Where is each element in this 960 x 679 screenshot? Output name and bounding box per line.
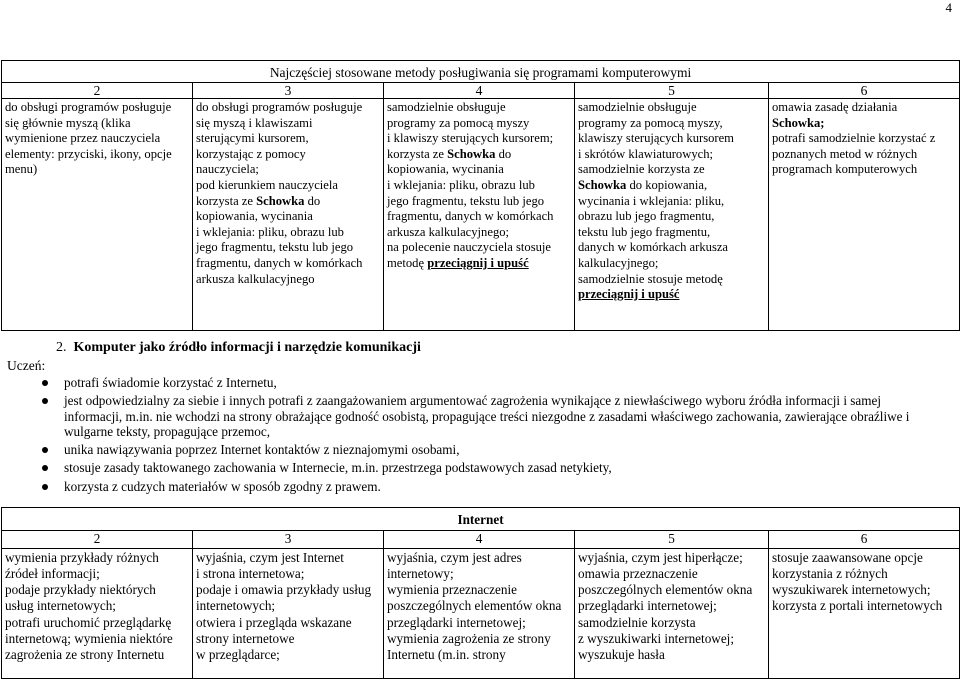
cell-line: strony internetowe	[196, 631, 295, 647]
cell-line: internetowych;	[196, 598, 276, 614]
cell-line: menu)	[5, 162, 38, 177]
cell-line: na polecenie nauczyciela stosuje	[387, 240, 551, 255]
internet-table	[1, 507, 960, 679]
cell-line: przeglądarki internetowej;	[578, 598, 717, 614]
cell-line: Internetu (m.in. strony	[387, 647, 506, 663]
grade-4-cell	[384, 99, 575, 331]
cell-line: i skrótów klawiaturowych;	[578, 146, 714, 161]
grade-2-cell	[2, 99, 193, 331]
grade-header: 2	[2, 531, 193, 548]
bullet-icon	[42, 380, 48, 386]
grade-6-cell	[769, 99, 960, 331]
cell-line: się głównie myszą (klika	[5, 115, 131, 130]
pupil-label: Uczeń:	[7, 358, 46, 373]
cell-line: samodzielnie obsługuje	[578, 100, 697, 114]
cell-line: Schowka do kopiowania,	[578, 177, 708, 192]
cell-line: przeglądarki internetowej;	[387, 614, 526, 630]
cell-line: fragmentu, danych w komórkach	[387, 209, 554, 224]
grade-3-cell	[193, 548, 384, 678]
grade-header: 5	[575, 531, 769, 548]
cell-line: jego fragmentu, tekstu lub jego	[387, 193, 545, 208]
cell-line: korzysta z portali internetowych	[772, 598, 943, 614]
cell-line: internetową; wymienia niektóre	[5, 631, 173, 647]
list-item: stosuje zasady taktowanego zachowania w Internecie, m.in. przestrzega podstawowych zasad netykiety,	[0, 460, 925, 476]
cell-line: i wklejania: pliku, obrazu lub	[196, 224, 344, 239]
cell-line: korzysta ze Schowka do	[387, 146, 512, 161]
cell-line: się myszą i klawiszami	[196, 115, 313, 130]
grade-2-cell	[2, 548, 193, 678]
section-title: Komputer jako źródło informacji i narzędzie komunikacji	[73, 340, 421, 355]
cell-line: nauczyciela;	[196, 162, 259, 177]
cell-line: korzystania z różnych	[772, 565, 888, 581]
cell-line: wyjaśnia, czym jest adres	[387, 549, 522, 565]
cell-line: i wklejania: pliku, obrazu lub	[387, 177, 535, 192]
cell-line: metodę przeciągnij i upuść	[387, 255, 529, 270]
cell-line: wymienia przykłady różnych	[5, 549, 159, 565]
grade-header: 6	[769, 83, 960, 99]
cell-line: kalkulacyjnego;	[578, 255, 659, 270]
section-heading	[56, 340, 421, 356]
cell-line: wyjaśnia, czym jest Internet	[196, 549, 344, 565]
cell-line: klawiszy sterujących kursorem	[578, 131, 734, 146]
cell-line: korzystając z pomocy	[196, 146, 306, 161]
list-item: jest odpowiedzialny za siebie i innych potrafi z zaangażowaniem argumentować zagrożenia wynikające z niewłaściwego wyboru źródła informacji i samej informacji, m.in. nie wchodzi na strony obrażające godność osobistą, propagujące treści niezgodne z zasadami właściwego zachowania, zawierające obraźliwe i wulgarne teksty, propagujące przemoc,	[0, 393, 925, 440]
cell-line: potrafi samodzielnie korzystać z	[772, 131, 936, 146]
cell-line: arkusza kalkulacyjnego;	[387, 224, 510, 239]
cell-line: programach komputerowych	[772, 162, 918, 177]
cell-line: korzysta ze Schowka do	[196, 193, 321, 208]
cell-line: do obsługi programów posługuje	[196, 100, 363, 114]
cell-line: poszczególnych elementów okna	[387, 598, 562, 614]
cell-line: fragmentu, danych w komórkach	[196, 255, 363, 270]
grade-header: 5	[575, 83, 769, 99]
section-number: 2.	[56, 340, 67, 355]
cell-line: i strona internetowa;	[196, 565, 305, 581]
cell-line: samodzielnie korzysta ze	[578, 162, 705, 177]
cell-line: poszczególnych elementów okna	[578, 582, 753, 598]
grade-header: 4	[384, 83, 575, 99]
table-title: Najczęściej stosowane metody posługiwania się programami komputerowymi	[2, 61, 960, 83]
cell-line: elementy: przyciski, ikony, opcje	[5, 146, 172, 161]
cell-line: otwiera i przegląda wskazane	[196, 614, 352, 630]
cell-line: podaje i omawia przykłady usług	[196, 582, 372, 598]
methods-table	[1, 60, 960, 331]
list-item: potrafi świadomie korzystać z Internetu,	[0, 375, 925, 391]
cell-line: samodzielnie korzysta	[578, 614, 696, 630]
grade-header: 2	[2, 83, 193, 99]
cell-line: samodzielnie stosuje metodę	[578, 271, 723, 286]
cell-line: stosuje zaawansowane opcje	[772, 549, 923, 565]
requirements-list	[0, 375, 925, 497]
cell-line: źródeł informacji;	[5, 565, 100, 581]
grade-header: 6	[769, 531, 960, 548]
cell-line: i klawiszy sterujących kursorem;	[387, 131, 554, 146]
cell-line: wymienia zagrożenia ze strony	[387, 631, 551, 647]
cell-line: zagrożenia ze strony Internetu	[5, 647, 165, 663]
cell-line: wyszukuje hasła	[578, 647, 665, 663]
cell-line: do obsługi programów posługuje	[5, 100, 172, 114]
list-item: korzysta z cudzych materiałów w sposób zgodny z prawem.	[0, 479, 925, 495]
cell-line: internetowy;	[387, 565, 454, 581]
cell-line: poznanych metod w różnych	[772, 146, 918, 161]
cell-line: danych w komórkach arkusza	[578, 240, 729, 255]
cell-line: wyjaśnia, czym jest hiperłącze;	[578, 549, 743, 565]
cell-line: wymienione przez nauczyciela	[5, 131, 161, 146]
cell-line: usług internetowych;	[5, 598, 116, 614]
cell-line: potrafi uruchomić przeglądarkę	[5, 614, 172, 630]
cell-line: podaje przykłady niektórych	[5, 582, 156, 598]
cell-line: kopiowania, wycinania	[387, 162, 504, 177]
cell-line: w przeglądarce;	[196, 647, 280, 663]
cell-line: z wyszukiwarki internetowej;	[578, 631, 735, 647]
grade-6-cell	[769, 548, 960, 678]
cell-line: obrazu lub jego fragmentu,	[578, 209, 715, 224]
cell-line: przeciągnij i upuść	[578, 287, 680, 302]
cell-line: samodzielnie obsługuje	[387, 100, 506, 114]
cell-line: omawia przeznaczenie	[578, 565, 698, 581]
grade-header: 3	[193, 83, 384, 99]
bullet-icon	[42, 465, 48, 471]
grade-header: 4	[384, 531, 575, 548]
cell-line: programy za pomocą myszy,	[578, 115, 723, 130]
cell-line: Schowka;	[772, 115, 825, 130]
cell-line: wyszukiwarek internetowych;	[772, 582, 931, 598]
list-item: unika nawiązywania poprzez Internet kontaktów z nieznajomymi osobami,	[0, 442, 925, 458]
grade-5-cell	[575, 99, 769, 331]
table-title: Internet	[2, 508, 960, 531]
grade-5-cell	[575, 548, 769, 678]
cell-line: jego fragmentu, tekstu lub jego	[196, 240, 354, 255]
grade-4-cell	[384, 548, 575, 678]
cell-line: pod kierunkiem nauczyciela	[196, 177, 338, 192]
cell-line: wymienia przeznaczenie	[387, 582, 517, 598]
bullet-icon	[42, 484, 48, 490]
bullet-icon	[42, 447, 48, 453]
bullet-icon	[42, 398, 48, 404]
grade-3-cell	[193, 99, 384, 331]
cell-line: kopiowania, wycinania	[196, 209, 313, 224]
grade-header: 3	[193, 531, 384, 548]
page-number: 4	[945, 0, 952, 15]
cell-line: arkusza kalkulacyjnego	[196, 271, 315, 286]
cell-line: sterującymi kursorem,	[196, 131, 309, 146]
cell-line: omawia zasadę działania	[772, 100, 898, 114]
cell-line: tekstu lub jego fragmentu,	[578, 224, 711, 239]
cell-line: programy za pomocą myszy	[387, 115, 530, 130]
cell-line: wycinania i wklejania: pliku,	[578, 193, 725, 208]
